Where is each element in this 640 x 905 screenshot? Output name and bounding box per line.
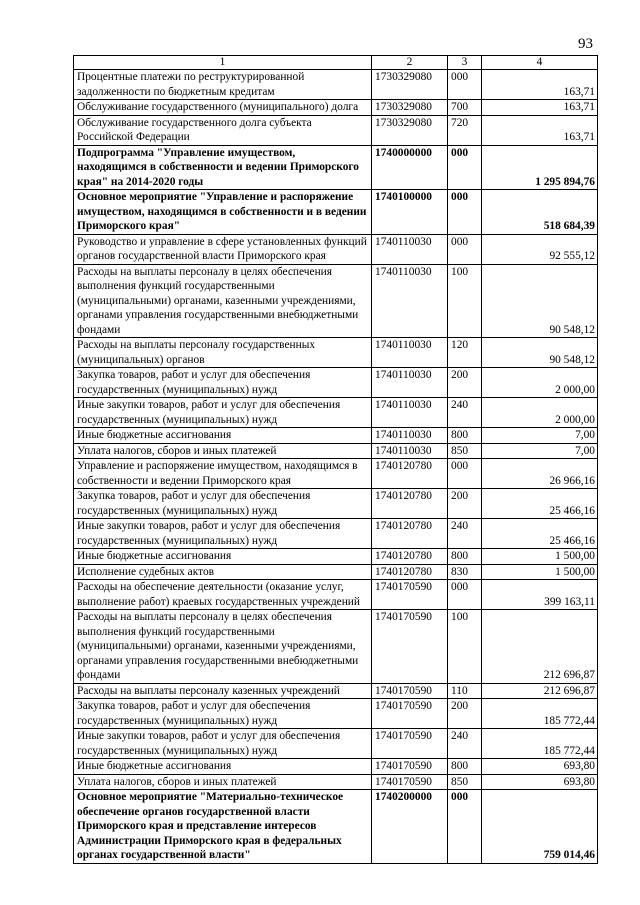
row-type-cell: 800 (448, 549, 482, 565)
row-amount-cell: 163,71 (482, 115, 598, 145)
column-header-code: 2 (372, 56, 448, 70)
row-amount-cell: 518 684,39 (482, 190, 598, 235)
column-header-type: 3 (448, 56, 482, 70)
row-type-cell: 200 (448, 699, 482, 729)
table-header-row (74, 56, 598, 70)
row-name-cell: Уплата налогов, сборов и иных платежей (74, 774, 372, 790)
row-name-cell: Управление и распоряжение имуществом, находящимся в собственности и ведении Приморского края (74, 459, 372, 489)
row-name-cell: Расходы на выплаты персоналу государственных (муниципальных) органов (74, 338, 372, 368)
row-code-cell: 1740120780 (372, 564, 448, 580)
row-amount-cell: 185 772,44 (482, 729, 598, 759)
row-type-cell: 000 (448, 580, 482, 610)
row-amount-cell: 1 500,00 (482, 549, 598, 565)
row-type-cell: 100 (448, 264, 482, 338)
row-name-cell: Подпрограмма "Управление имуществом, находящимся в собственности и ведении Приморского края" на 2014-2020 годы (74, 145, 372, 190)
table-row (74, 610, 598, 684)
row-code-cell: 1740110030 (372, 443, 448, 459)
row-amount-cell: 693,80 (482, 759, 598, 775)
row-type-cell: 800 (448, 759, 482, 775)
row-amount-cell: 90 548,12 (482, 338, 598, 368)
row-name-cell: Расходы на выплаты персоналу в целях обеспечения выполнения функций государственными (муниципальными) органами, казенными учреждениями, органами управления государственными внебюджетными фондами (74, 610, 372, 684)
row-amount-cell: 212 696,87 (482, 610, 598, 684)
table-row (74, 234, 598, 264)
row-name-cell: Закупка товаров, работ и услуг для обеспечения государственных (муниципальных) нужд (74, 699, 372, 729)
row-type-cell: 200 (448, 368, 482, 398)
row-type-cell: 240 (448, 398, 482, 428)
table-row (74, 459, 598, 489)
row-type-cell: 000 (448, 459, 482, 489)
table-row (74, 100, 598, 116)
row-name-cell: Исполнение судебных актов (74, 564, 372, 580)
table-row (74, 683, 598, 699)
row-type-cell: 110 (448, 683, 482, 699)
row-amount-cell: 212 696,87 (482, 683, 598, 699)
table-row (74, 580, 598, 610)
row-type-cell: 240 (448, 519, 482, 549)
row-name-cell: Иные закупки товаров, работ и услуг для обеспечения государственных (муниципальных) нужд (74, 398, 372, 428)
row-code-cell: 1740110030 (372, 234, 448, 264)
row-code-cell: 1740170590 (372, 729, 448, 759)
row-name-cell: Иные бюджетные ассигнования (74, 759, 372, 775)
row-amount-cell: 399 163,11 (482, 580, 598, 610)
row-name-cell: Иные закупки товаров, работ и услуг для обеспечения государственных (муниципальных) нужд (74, 729, 372, 759)
row-amount-cell: 26 966,16 (482, 459, 598, 489)
row-name-cell: Иные бюджетные ассигнования (74, 428, 372, 444)
row-name-cell: Процентные платежи по реструктурированной задолженности по бюджетным кредитам (74, 70, 372, 100)
row-code-cell: 1740170590 (372, 774, 448, 790)
row-name-cell: Обслуживание государственного долга субъекта Российской Федерации (74, 115, 372, 145)
table-row (74, 338, 598, 368)
table-row (74, 264, 598, 338)
row-code-cell: 1740170590 (372, 580, 448, 610)
table-row (74, 368, 598, 398)
row-code-cell: 1740110030 (372, 368, 448, 398)
row-amount-cell: 693,80 (482, 774, 598, 790)
row-amount-cell: 1 295 894,76 (482, 145, 598, 190)
table-row (74, 489, 598, 519)
row-code-cell: 1730329080 (372, 115, 448, 145)
table-row (74, 759, 598, 775)
table-row (74, 398, 598, 428)
row-amount-cell: 2 000,00 (482, 368, 598, 398)
row-code-cell: 1740120780 (372, 459, 448, 489)
row-code-cell: 1740120780 (372, 489, 448, 519)
table-row (74, 549, 598, 565)
row-amount-cell: 163,71 (482, 70, 598, 100)
row-type-cell: 100 (448, 610, 482, 684)
row-amount-cell: 1 500,00 (482, 564, 598, 580)
row-type-cell: 200 (448, 489, 482, 519)
budget-table (73, 55, 598, 864)
table-row (74, 790, 598, 864)
row-type-cell: 720 (448, 115, 482, 145)
row-type-cell: 850 (448, 774, 482, 790)
row-amount-cell: 2 000,00 (482, 398, 598, 428)
column-header-amount: 4 (482, 56, 598, 70)
row-name-cell: Руководство и управление в сфере установленных функций органов государственной власти Приморского края (74, 234, 372, 264)
table-row (74, 428, 598, 444)
row-code-cell: 1740110030 (372, 428, 448, 444)
row-amount-cell: 185 772,44 (482, 699, 598, 729)
table-row (74, 519, 598, 549)
column-header-name: 1 (74, 56, 372, 70)
row-type-cell: 830 (448, 564, 482, 580)
table-row (74, 443, 598, 459)
row-name-cell: Расходы на выплаты персоналу казенных учреждений (74, 683, 372, 699)
row-type-cell: 700 (448, 100, 482, 116)
row-name-cell: Иные бюджетные ассигнования (74, 549, 372, 565)
row-amount-cell: 92 555,12 (482, 234, 598, 264)
row-type-cell: 000 (448, 234, 482, 264)
row-code-cell: 1740110030 (372, 338, 448, 368)
table-row (74, 190, 598, 235)
row-amount-cell: 25 466,16 (482, 489, 598, 519)
row-code-cell: 1740170590 (372, 699, 448, 729)
row-amount-cell: 163,71 (482, 100, 598, 116)
row-code-cell: 1740200000 (372, 790, 448, 864)
row-code-cell: 1740170590 (372, 759, 448, 775)
row-amount-cell: 90 548,12 (482, 264, 598, 338)
row-code-cell: 1740100000 (372, 190, 448, 235)
table-row (74, 115, 598, 145)
table-row (74, 145, 598, 190)
row-code-cell: 1740110030 (372, 398, 448, 428)
row-amount-cell: 759 014,46 (482, 790, 598, 864)
table-row (74, 774, 598, 790)
row-name-cell: Закупка товаров, работ и услуг для обеспечения государственных (муниципальных) нужд (74, 489, 372, 519)
row-type-cell: 000 (448, 145, 482, 190)
row-code-cell: 1740170590 (372, 683, 448, 699)
row-name-cell: Уплата налогов, сборов и иных платежей (74, 443, 372, 459)
row-amount-cell: 7,00 (482, 443, 598, 459)
row-code-cell: 1730329080 (372, 70, 448, 100)
row-type-cell: 800 (448, 428, 482, 444)
row-type-cell: 850 (448, 443, 482, 459)
row-code-cell: 1740120780 (372, 549, 448, 565)
page-number: 93 (578, 36, 593, 52)
row-name-cell: Расходы на обеспечение деятельности (оказание услуг, выполнение работ) краевых государственных учреждений (74, 580, 372, 610)
row-type-cell: 000 (448, 190, 482, 235)
row-code-cell: 1740110030 (372, 264, 448, 338)
row-name-cell: Расходы на выплаты персоналу в целях обеспечения выполнения функций государственными (муниципальными) органами, казенными учреждениями, органами управления государственными внебюджетными фондами (74, 264, 372, 338)
row-name-cell: Основное мероприятие "Материально-техническое обеспечение органов государственной власти Приморского края и представление интересов Администрации Приморского края в федеральных органах государственной власти" (74, 790, 372, 864)
row-type-cell: 120 (448, 338, 482, 368)
row-name-cell: Обслуживание государственного (муниципального) долга (74, 100, 372, 116)
row-code-cell: 1740000000 (372, 145, 448, 190)
row-name-cell: Основное мероприятие "Управление и распоряжение имуществом, находящимся в собственности и в ведении Приморского края" (74, 190, 372, 235)
row-code-cell: 1740170590 (372, 610, 448, 684)
table-row (74, 699, 598, 729)
table-row (74, 564, 598, 580)
table-row (74, 729, 598, 759)
row-type-cell: 000 (448, 70, 482, 100)
row-code-cell: 1740120780 (372, 519, 448, 549)
row-code-cell: 1730329080 (372, 100, 448, 116)
row-name-cell: Иные закупки товаров, работ и услуг для обеспечения государственных (муниципальных) нужд (74, 519, 372, 549)
row-type-cell: 000 (448, 790, 482, 864)
row-amount-cell: 7,00 (482, 428, 598, 444)
row-name-cell: Закупка товаров, работ и услуг для обеспечения государственных (муниципальных) нужд (74, 368, 372, 398)
row-amount-cell: 25 466,16 (482, 519, 598, 549)
row-type-cell: 240 (448, 729, 482, 759)
table-row (74, 70, 598, 100)
